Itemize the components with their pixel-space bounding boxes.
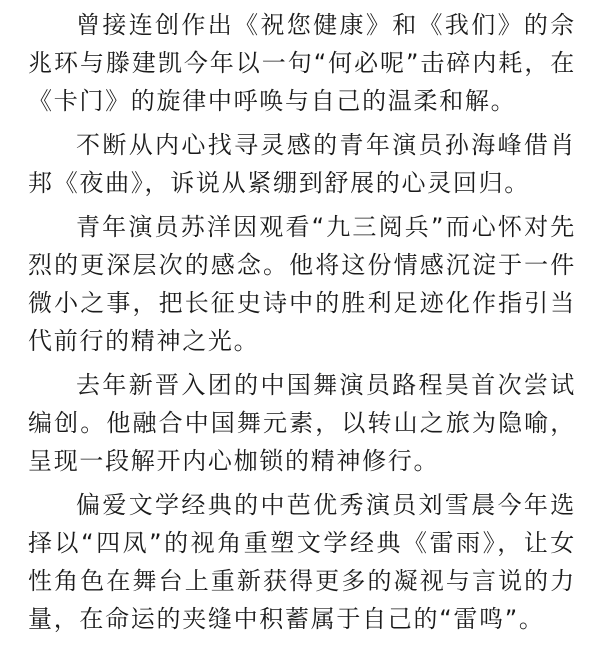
paragraph-4: 去年新晋入团的中国舞演员路程昊首次尝试编创。他融合中国舞元素，以转山之旅为隐喻，呈现一段解开内心枷锁的精神修行。 — [28, 371, 576, 475]
paragraph-3: 青年演员苏洋因观看“九三阅兵”而心怀对先烈的更深层次的感念。他将这份情感沉淀于一件微小之事，把长征史诗中的胜利足迹化作指引当代前行的精神之光。 — [28, 213, 576, 355]
paragraph-2: 不断从内心找寻灵感的青年演员孙海峰借肖邦《夜曲》，诉说从紧绷到舒展的心灵回归。 — [28, 131, 576, 197]
paragraph-5: 偏爱文学经典的中芭优秀演员刘雪晨今年选择以“四凤”的视角重塑文学经典《雷雨》，让女性角色在舞台上重新获得更多的凝视与言说的力量，在命运的夹缝中积蓄属于自己的“雷鸣”。 — [28, 491, 576, 633]
paragraph-1: 曾接连创作出《祝您健康》和《我们》的佘兆环与滕建凯今年以一句“何必呢”击碎内耗，在《卡门》的旋律中呼唤与自己的温柔和解。 — [28, 11, 576, 115]
